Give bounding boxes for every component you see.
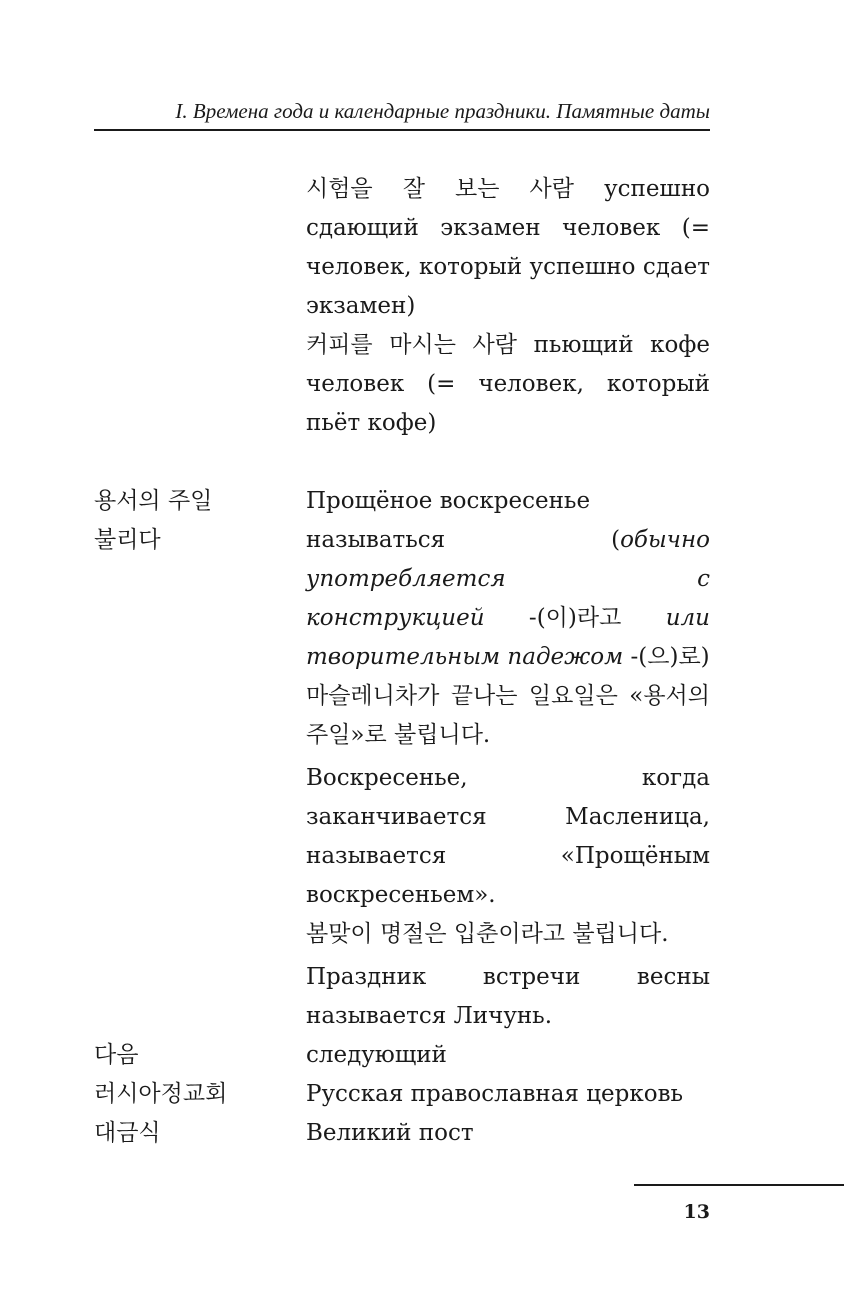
gloss-korean: -(으)로) [623,644,710,670]
example-russian: успешно сдающий экзамен человек (= человек, который успешно сдает экзамен) [306,176,710,319]
gloss-italic: обычно употребляется с конструкцией [306,527,710,631]
example-korean: 마슬레니차가 끝나는 일요일은 «용서의 주일»로 불립니다. [306,683,710,748]
example-1 [306,170,710,326]
headword-line: 대금식 [94,1120,161,1146]
example-korean: 커피를 마시는 사람 [306,332,517,358]
definition-translation: следующий [306,1042,447,1068]
entry-definition [306,1036,710,1075]
headword-line: 다음 [94,1042,139,1068]
example-russian: Воскресенье, когда заканчивается Масленица, называется «Прощёным воскресеньем». [306,765,710,908]
headword-line: 러시아정교회 [94,1081,228,1107]
entry-definition [306,1114,710,1153]
example-korean: 봄맞이 명절은 입춘이라고 불립니다. [306,921,669,947]
entry-headword [94,1036,306,1075]
entry-forgiveness-sunday [94,482,710,1036]
definition-translation: Великий пост [306,1120,474,1146]
definition-translation: Русская православная церковь [306,1081,684,1107]
example-korean: 시험을 잘 보는 사람 [306,176,574,202]
entry-continuation [94,170,710,443]
gloss-plain: называться ( [306,527,621,553]
entry-headword [94,1075,306,1114]
entry-orthodox-church [94,1075,710,1114]
dictionary-entries [94,170,710,1153]
page-number: 13 [683,1201,710,1223]
header-rule [94,129,710,131]
entry-headword [94,482,306,560]
entry-headword [94,1114,306,1153]
headword-line: 용서의 주일 [94,488,213,514]
gloss-korean: -(이)라고 [484,605,666,631]
running-header: I. Времена года и календарные праздники. Памятные даты [175,99,710,123]
entry-definition [306,482,710,1036]
entry-definition [306,1075,710,1114]
headword-line: 불리다 [94,527,161,553]
gloss-italic: или творительным падежом [306,605,710,670]
entry-next [94,1036,710,1075]
example-2 [306,326,710,443]
example-russian: Праздник встречи весны называется Личунь. [306,964,710,1029]
footer-rule [634,1184,844,1186]
entry-definition [306,170,710,443]
example-russian: пьющий кофе человек (= человек, который пьёт кофе) [306,332,710,436]
entry-great-lent [94,1114,710,1153]
definition-gloss [306,521,710,677]
definition-translation: Прощёное воскресенье [306,488,591,514]
